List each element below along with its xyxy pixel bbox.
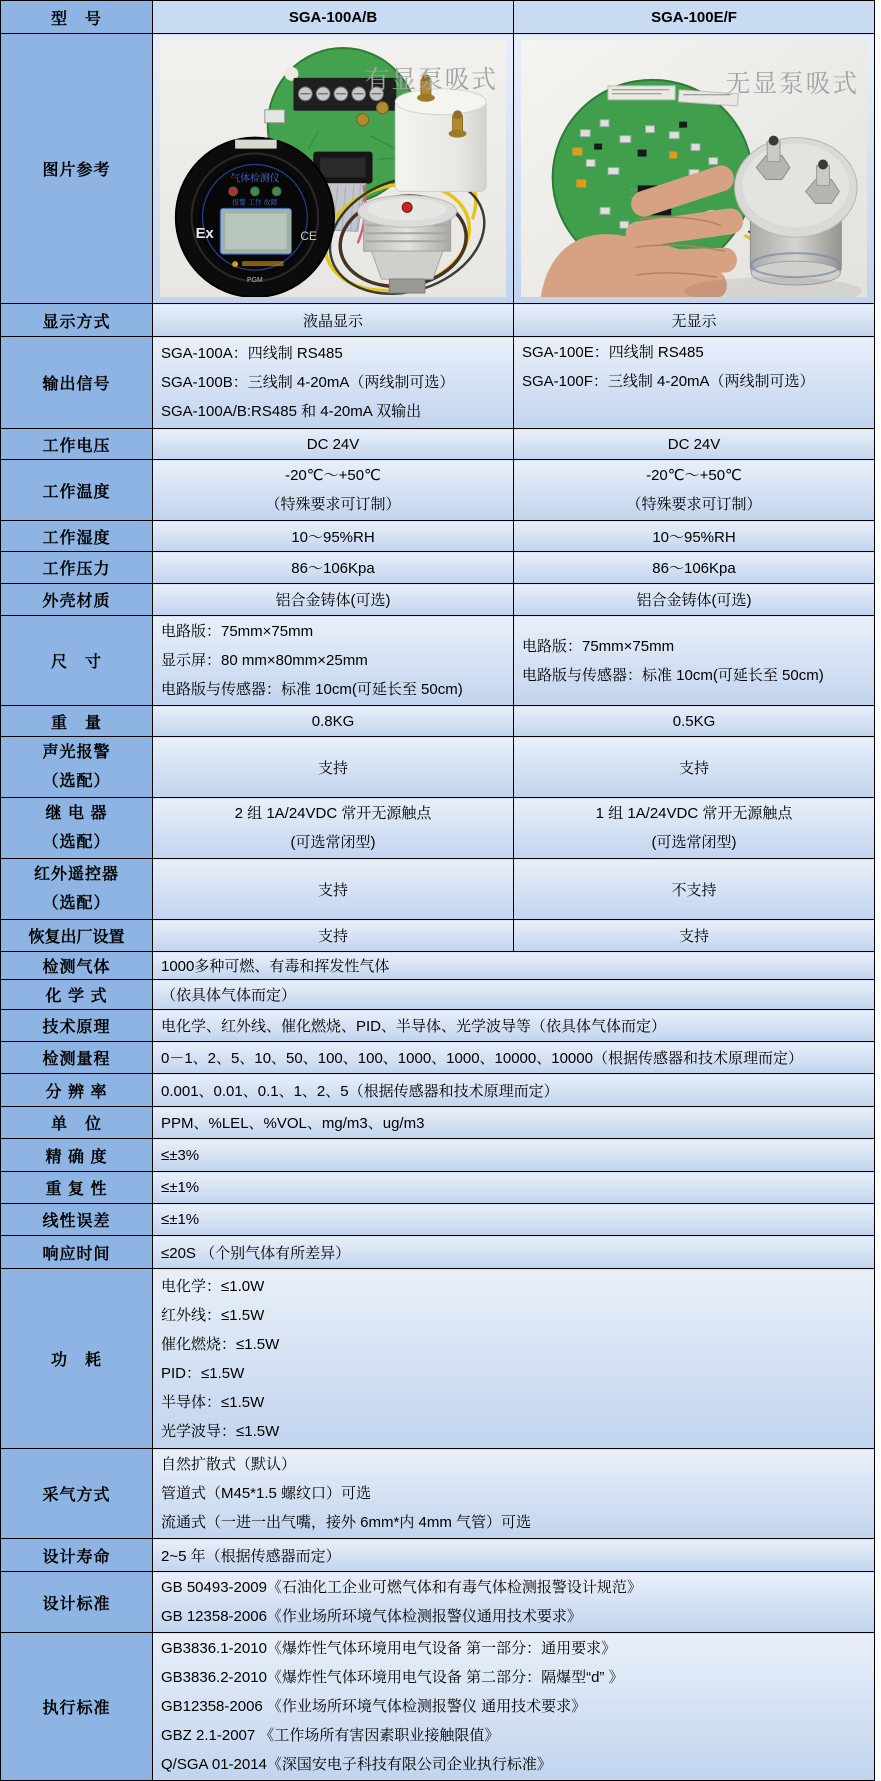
product-photo-sga-100ef xyxy=(521,40,867,297)
cell-voltage-a: DC 24V xyxy=(153,429,514,460)
product-photo-sga-100ab xyxy=(160,40,506,297)
row-accuracy xyxy=(1,1139,875,1172)
row-label: 工作电压 xyxy=(1,429,153,460)
row-label xyxy=(1,798,153,859)
row-label xyxy=(1,737,153,798)
row-lifetime xyxy=(1,1539,875,1572)
row-label: 尺 寸 xyxy=(1,616,153,706)
spec-line: GBZ 2.1-2007 《工作场所有害因素职业接触限值》 xyxy=(161,1727,500,1744)
spec-line: 流通式（一进一出气嘴，接外 6mm*内 4mm 气管）可选 xyxy=(161,1514,532,1531)
cell-alarm-a: 支持 xyxy=(153,737,514,798)
cell-power xyxy=(153,1269,875,1449)
cell-relay-a xyxy=(153,798,514,859)
row-label: 采气方式 xyxy=(1,1449,153,1539)
row-exec-standard xyxy=(1,1633,875,1781)
pcb-sticker xyxy=(608,86,675,100)
cell-formula: （依具体气体而定） xyxy=(153,980,875,1010)
spec-line: 红外线：≤1.5W xyxy=(161,1306,265,1324)
label-line: 继 电 器 xyxy=(45,805,108,822)
cell-pressure-a: 86～106Kpa xyxy=(153,552,514,584)
spec-line: (可选常闭型) xyxy=(651,834,737,851)
row-label: 检测气体 xyxy=(1,952,153,980)
row-sampling xyxy=(1,1449,875,1539)
row-label xyxy=(1,859,153,920)
label-line: 红外遥控器 xyxy=(33,866,119,883)
row-label: 工作压力 xyxy=(1,552,153,584)
row-shell xyxy=(1,584,875,616)
spec-line: GB12358-2006 《作业场所环境气体检测报警仪 通用技术要求》 xyxy=(161,1698,587,1715)
row-pressure xyxy=(1,552,875,584)
row-label: 外壳材质 xyxy=(1,584,153,616)
row-label: 分 辨 率 xyxy=(1,1074,153,1107)
row-humidity xyxy=(1,521,875,552)
row-relay xyxy=(1,798,875,859)
row-label: 工作湿度 xyxy=(1,521,153,552)
row-voltage xyxy=(1,429,875,460)
led-labels: 报警 工作 故障 xyxy=(232,199,278,207)
header-model-label: 型 号 xyxy=(1,1,153,34)
sensor-cylinder xyxy=(735,136,858,285)
spec-line: SGA-100A：四线制 RS485 xyxy=(161,345,343,362)
cell-remote-b: 不支持 xyxy=(514,859,875,920)
cell-temperature-a xyxy=(153,460,514,521)
row-label: 工作温度 xyxy=(1,460,153,521)
row-size xyxy=(1,616,875,706)
cell-reset-a: 支持 xyxy=(153,920,514,952)
cell-shell-a: 铝合金铸体(可选) xyxy=(153,584,514,616)
row-label: 技术原理 xyxy=(1,1010,153,1042)
cell-repeatability: ≤±1% xyxy=(153,1172,875,1204)
label-line: （选配） xyxy=(42,773,111,790)
row-power xyxy=(1,1269,875,1449)
spec-line: 电路版：75mm×75mm xyxy=(522,637,675,655)
row-repeatability xyxy=(1,1172,875,1204)
header-model-a: SGA-100A/B xyxy=(153,1,514,34)
row-label: 检测量程 xyxy=(1,1042,153,1074)
cell-display-b: 无显示 xyxy=(514,304,875,337)
row-display xyxy=(1,304,875,337)
photo-cell-sga-100ab xyxy=(153,34,514,304)
cell-reset-b: 支持 xyxy=(514,920,875,952)
row-remote xyxy=(1,859,875,920)
row-principle xyxy=(1,1010,875,1042)
spec-line: 催化燃烧：≤1.5W xyxy=(161,1335,280,1353)
spec-line: 电路版与传感器：标准 10cm(可延长至 50cm) xyxy=(161,681,463,698)
spec-line: 显示屏：80 mm×80mm×25mm xyxy=(161,652,368,669)
cell-weight-b: 0.5KG xyxy=(514,706,875,737)
pgm-label: PGM xyxy=(247,277,263,285)
spec-line: 自然扩散式（默认） xyxy=(161,1456,297,1473)
row-formula xyxy=(1,980,875,1010)
row-label: 输出信号 xyxy=(1,337,153,429)
cell-display-a: 液晶显示 xyxy=(153,304,514,337)
spec-line: GB 50493-2009《石油化工企业可燃气体和有毒气体检测报警设计规范》 xyxy=(161,1579,642,1596)
cell-voltage-b: DC 24V xyxy=(514,429,875,460)
row-label: 单 位 xyxy=(1,1107,153,1139)
spec-line: SGA-100E：四线制 RS485 xyxy=(522,344,704,361)
cell-linearity: ≤±1% xyxy=(153,1204,875,1236)
watermark-text: 有显泵吸式 xyxy=(364,66,499,94)
cell-output-b xyxy=(514,337,875,429)
detector-title: 气体检测仪 xyxy=(230,173,280,185)
cell-weight-a: 0.8KG xyxy=(153,706,514,737)
watermark-text: 无显泵吸式 xyxy=(725,70,860,98)
spec-line: -20℃～+50℃ xyxy=(646,467,742,484)
row-resolution xyxy=(1,1074,875,1107)
cell-exec-standard xyxy=(153,1633,875,1781)
cell-pressure-b: 86～106Kpa xyxy=(514,552,875,584)
row-range xyxy=(1,1042,875,1074)
cell-size-a xyxy=(153,616,514,706)
row-output xyxy=(1,337,875,429)
spec-line: GB 12358-2006《作业场所环境气体检测报警仪通用技术要求》 xyxy=(161,1608,582,1625)
row-gases xyxy=(1,952,875,980)
led-fault xyxy=(272,187,281,196)
spec-line: SGA-100F：三线制 4-20mA（两线制可选） xyxy=(522,373,815,390)
cell-remote-a: 支持 xyxy=(153,859,514,920)
spec-line: 半导体：≤1.5W xyxy=(161,1393,265,1411)
cell-sampling xyxy=(153,1449,875,1539)
spec-line: 电路版与传感器：标准 10cm(可延长至 50cm) xyxy=(522,666,824,684)
cell-shell-b: 铝合金铸体(可选) xyxy=(514,584,875,616)
row-label: 设计标准 xyxy=(1,1572,153,1633)
row-weight xyxy=(1,706,875,737)
table-header-row xyxy=(1,1,875,34)
row-label: 精 确 度 xyxy=(1,1139,153,1172)
spec-line: （特殊要求可订制） xyxy=(626,496,762,513)
row-response xyxy=(1,1236,875,1269)
cell-unit: PPM、%LEL、%VOL、mg/m3、ug/m3 xyxy=(153,1107,875,1139)
cell-humidity-b: 10～95%RH xyxy=(514,521,875,552)
cell-humidity-a: 10～95%RH xyxy=(153,521,514,552)
photo-cell-sga-100ef xyxy=(514,34,875,304)
photo-row xyxy=(1,34,875,304)
spec-line: GB3836.1-2010《爆炸性气体环境用电气设备 第一部分：通用要求》 xyxy=(161,1640,617,1657)
header-model-b: SGA-100E/F xyxy=(514,1,875,34)
row-design-standard xyxy=(1,1572,875,1633)
row-label: 重 复 性 xyxy=(1,1172,153,1204)
row-label: 响应时间 xyxy=(1,1236,153,1269)
cell-relay-b xyxy=(514,798,875,859)
row-label: 化 学 式 xyxy=(1,980,153,1010)
row-label: 显示方式 xyxy=(1,304,153,337)
spec-line: 1 组 1A/24VDC 常开无源触点 xyxy=(595,805,793,822)
spec-line: 电化学：≤1.0W xyxy=(161,1277,265,1295)
cell-range: 0－1、2、5、10、50、100、100、1000、1000、10000、10000（根据传感器和技术原理而定） xyxy=(153,1042,875,1074)
spec-line: Q/SGA 01-2014《深国安电子科技有限公司企业执行标准》 xyxy=(161,1756,552,1773)
row-unit xyxy=(1,1107,875,1139)
detector-top-label xyxy=(235,140,277,149)
cell-size-b xyxy=(514,616,875,706)
cell-principle: 电化学、红外线、催化燃烧、PID、半导体、光学波导等（依具体气体而定） xyxy=(153,1010,875,1042)
cell-accuracy: ≤±3% xyxy=(153,1139,875,1172)
row-label: 执行标准 xyxy=(1,1633,153,1781)
led-work xyxy=(250,187,259,196)
cell-lifetime: 2~5 年（根据传感器而定） xyxy=(153,1539,875,1572)
ce-mark: CE xyxy=(300,229,317,244)
spec-line: SGA-100A/B:RS485 和 4-20mA 双输出 xyxy=(161,403,422,420)
label-line: （选配） xyxy=(42,895,111,912)
cell-response: ≤20S （个别气体有所差异） xyxy=(153,1236,875,1269)
cell-design-standard xyxy=(153,1572,875,1633)
row-linearity xyxy=(1,1204,875,1236)
row-alarm xyxy=(1,737,875,798)
cell-temperature-b xyxy=(514,460,875,521)
row-reset xyxy=(1,920,875,952)
row-label: 线性误差 xyxy=(1,1204,153,1236)
spec-line: 光学波导：≤1.5W xyxy=(161,1422,280,1440)
ex-mark: Ex xyxy=(195,226,214,243)
spec-line: 电路版：75mm×75mm xyxy=(161,623,314,640)
row-label: 设计寿命 xyxy=(1,1539,153,1572)
sensor-red-dot xyxy=(402,202,412,212)
spec-line: （特殊要求可订制） xyxy=(265,496,401,513)
row-label: 重 量 xyxy=(1,706,153,737)
spec-line: SGA-100B：三线制 4-20mA（两线制可选） xyxy=(161,374,455,391)
cell-resolution: 0.001、0.01、0.1、1、2、5（根据传感器和技术原理而定） xyxy=(153,1074,875,1107)
row-label: 恢复出厂设置 xyxy=(1,920,153,952)
photo-row-label: 图片参考 xyxy=(1,34,153,304)
spec-line: 管道式（M45*1.5 螺纹口）可选 xyxy=(161,1485,372,1502)
detector-unit xyxy=(176,138,334,297)
cell-gases: 1000多种可燃、有毒和挥发性气体 xyxy=(153,952,875,980)
row-label: 功 耗 xyxy=(1,1269,153,1449)
cell-alarm-b: 支持 xyxy=(514,737,875,798)
label-line: 声光报警 xyxy=(42,744,111,761)
spec-line: 2 组 1A/24VDC 常开无源触点 xyxy=(234,805,432,822)
spec-line: PID：≤1.5W xyxy=(161,1364,245,1382)
cell-output-a xyxy=(153,337,514,429)
spec-line: -20℃～+50℃ xyxy=(285,467,381,484)
led-alarm xyxy=(229,187,238,196)
spec-line: (可选常闭型) xyxy=(290,834,376,851)
row-temperature xyxy=(1,460,875,521)
label-line: （选配） xyxy=(42,834,111,851)
spec-line: GB3836.2-2010《爆炸性气体环境用电气设备 第二部分：隔爆型“d” 》 xyxy=(161,1669,624,1686)
